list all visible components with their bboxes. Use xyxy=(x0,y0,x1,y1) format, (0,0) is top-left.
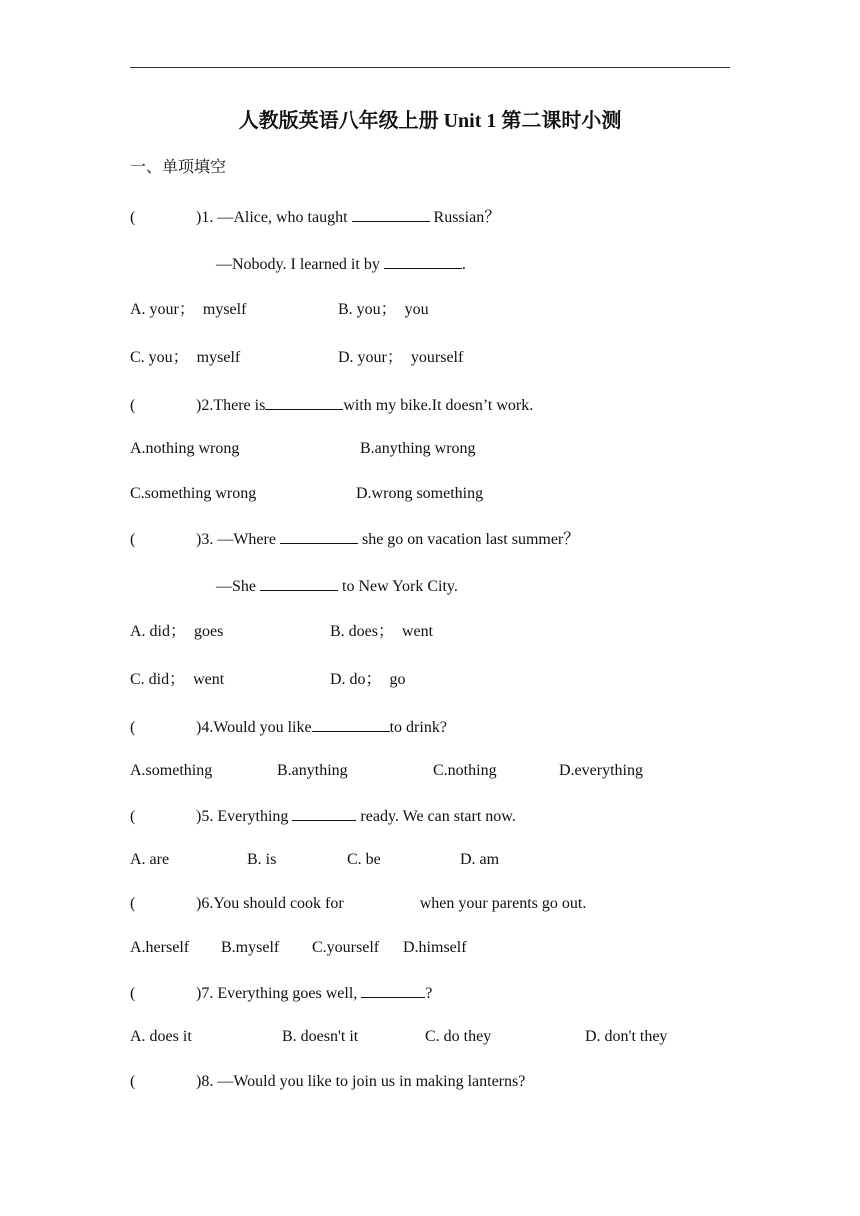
option-b[interactable]: B.anything wrong xyxy=(360,440,476,457)
question-text-rest: to drink? xyxy=(389,719,447,736)
option-b[interactable]: B. does； went xyxy=(330,623,434,640)
option-d[interactable]: D.everything xyxy=(559,762,643,779)
option-d[interactable]: D. am xyxy=(460,851,500,868)
answer-paren[interactable]: ( xyxy=(130,397,136,414)
fill-blank[interactable] xyxy=(361,983,425,998)
option-c[interactable]: C.yourself xyxy=(312,939,380,956)
question-3-line2 xyxy=(216,576,458,597)
question-text: )5. Everything xyxy=(196,808,293,825)
fill-blank[interactable] xyxy=(312,717,390,732)
option-d[interactable]: D.himself xyxy=(403,939,467,956)
fill-blank[interactable] xyxy=(260,576,338,591)
question-text: )3. —Where xyxy=(196,531,280,548)
option-d[interactable]: D. your； yourself xyxy=(338,349,464,366)
option-b[interactable]: B. doesn't it xyxy=(282,1028,359,1045)
fill-blank[interactable] xyxy=(280,529,358,544)
option-b[interactable]: B. you； you xyxy=(338,301,429,318)
question-text: )8. —Would you like to join us in making lanterns? xyxy=(196,1073,526,1090)
header-rule xyxy=(130,67,730,68)
answer-paren[interactable]: ( xyxy=(130,209,136,226)
line2-suffix: . xyxy=(461,256,466,273)
question-8 xyxy=(130,1072,525,1092)
option-c[interactable]: C.nothing xyxy=(433,762,497,779)
fill-blank[interactable] xyxy=(384,254,462,269)
answer-paren[interactable]: ( xyxy=(130,895,136,912)
question-5 xyxy=(130,806,516,827)
question-7 xyxy=(130,983,432,1004)
answer-paren[interactable]: ( xyxy=(130,985,136,1002)
question-text-rest: ? xyxy=(425,985,433,1002)
answer-paren[interactable]: ( xyxy=(130,808,136,825)
question-4 xyxy=(130,717,447,738)
question-text: )1. —Alice, who taught xyxy=(196,209,352,226)
fill-blank[interactable] xyxy=(292,806,356,821)
option-c[interactable]: C.something wrong xyxy=(130,485,257,502)
answer-paren[interactable]: ( xyxy=(130,719,136,736)
fill-blank[interactable] xyxy=(352,207,430,222)
question-text: )6.You should cook for xyxy=(196,895,344,912)
question-text: )2.There is xyxy=(196,397,266,414)
line2-text: —She xyxy=(216,578,260,595)
option-d[interactable]: D. do； go xyxy=(330,671,406,688)
fill-blank[interactable] xyxy=(265,395,343,410)
option-a[interactable]: A. your； myself xyxy=(130,301,247,318)
option-a[interactable]: A. are xyxy=(130,851,170,868)
option-d[interactable]: D.wrong something xyxy=(356,485,484,502)
option-b[interactable]: B.anything xyxy=(277,762,348,779)
option-c[interactable]: C. did； went xyxy=(130,671,225,688)
question-2 xyxy=(130,395,533,416)
question-1 xyxy=(130,207,500,228)
option-b[interactable]: B.myself xyxy=(221,939,280,956)
option-a[interactable]: A.something xyxy=(130,762,213,779)
option-c[interactable]: C. be xyxy=(347,851,381,868)
question-text: )7. Everything goes well, xyxy=(196,985,362,1002)
page-title: 人教版英语八年级上册 Unit 1 第二课时小测 xyxy=(238,110,622,132)
question-text-rest: ready. We can start now. xyxy=(356,808,516,825)
option-c[interactable]: C. you； myself xyxy=(130,349,241,366)
question-3 xyxy=(130,529,579,550)
option-d[interactable]: D. don't they xyxy=(585,1028,668,1045)
question-1-line2 xyxy=(216,254,466,275)
question-text-rest: she go on vacation last summer？ xyxy=(357,531,580,548)
question-text-rest: when your parents go out. xyxy=(419,895,587,912)
option-c[interactable]: C. do they xyxy=(425,1028,492,1045)
question-6 xyxy=(130,894,586,914)
option-b[interactable]: B. is xyxy=(247,851,277,868)
option-a[interactable]: A. did； goes xyxy=(130,623,224,640)
option-a[interactable]: A.herself xyxy=(130,939,190,956)
section-heading: 一、单项填空 xyxy=(130,159,227,176)
option-a[interactable]: A. does it xyxy=(130,1028,192,1045)
question-text-rest: Russian？ xyxy=(429,209,501,226)
line2-text: —Nobody. I learned it by xyxy=(216,256,384,273)
question-text-rest: with my bike.It doesn’t work. xyxy=(343,397,534,414)
answer-paren[interactable]: ( xyxy=(130,1073,136,1090)
option-a[interactable]: A.nothing wrong xyxy=(130,440,240,457)
question-text: )4.Would you like xyxy=(196,719,312,736)
line2-suffix: to New York City. xyxy=(338,578,458,595)
answer-paren[interactable]: ( xyxy=(130,531,136,548)
